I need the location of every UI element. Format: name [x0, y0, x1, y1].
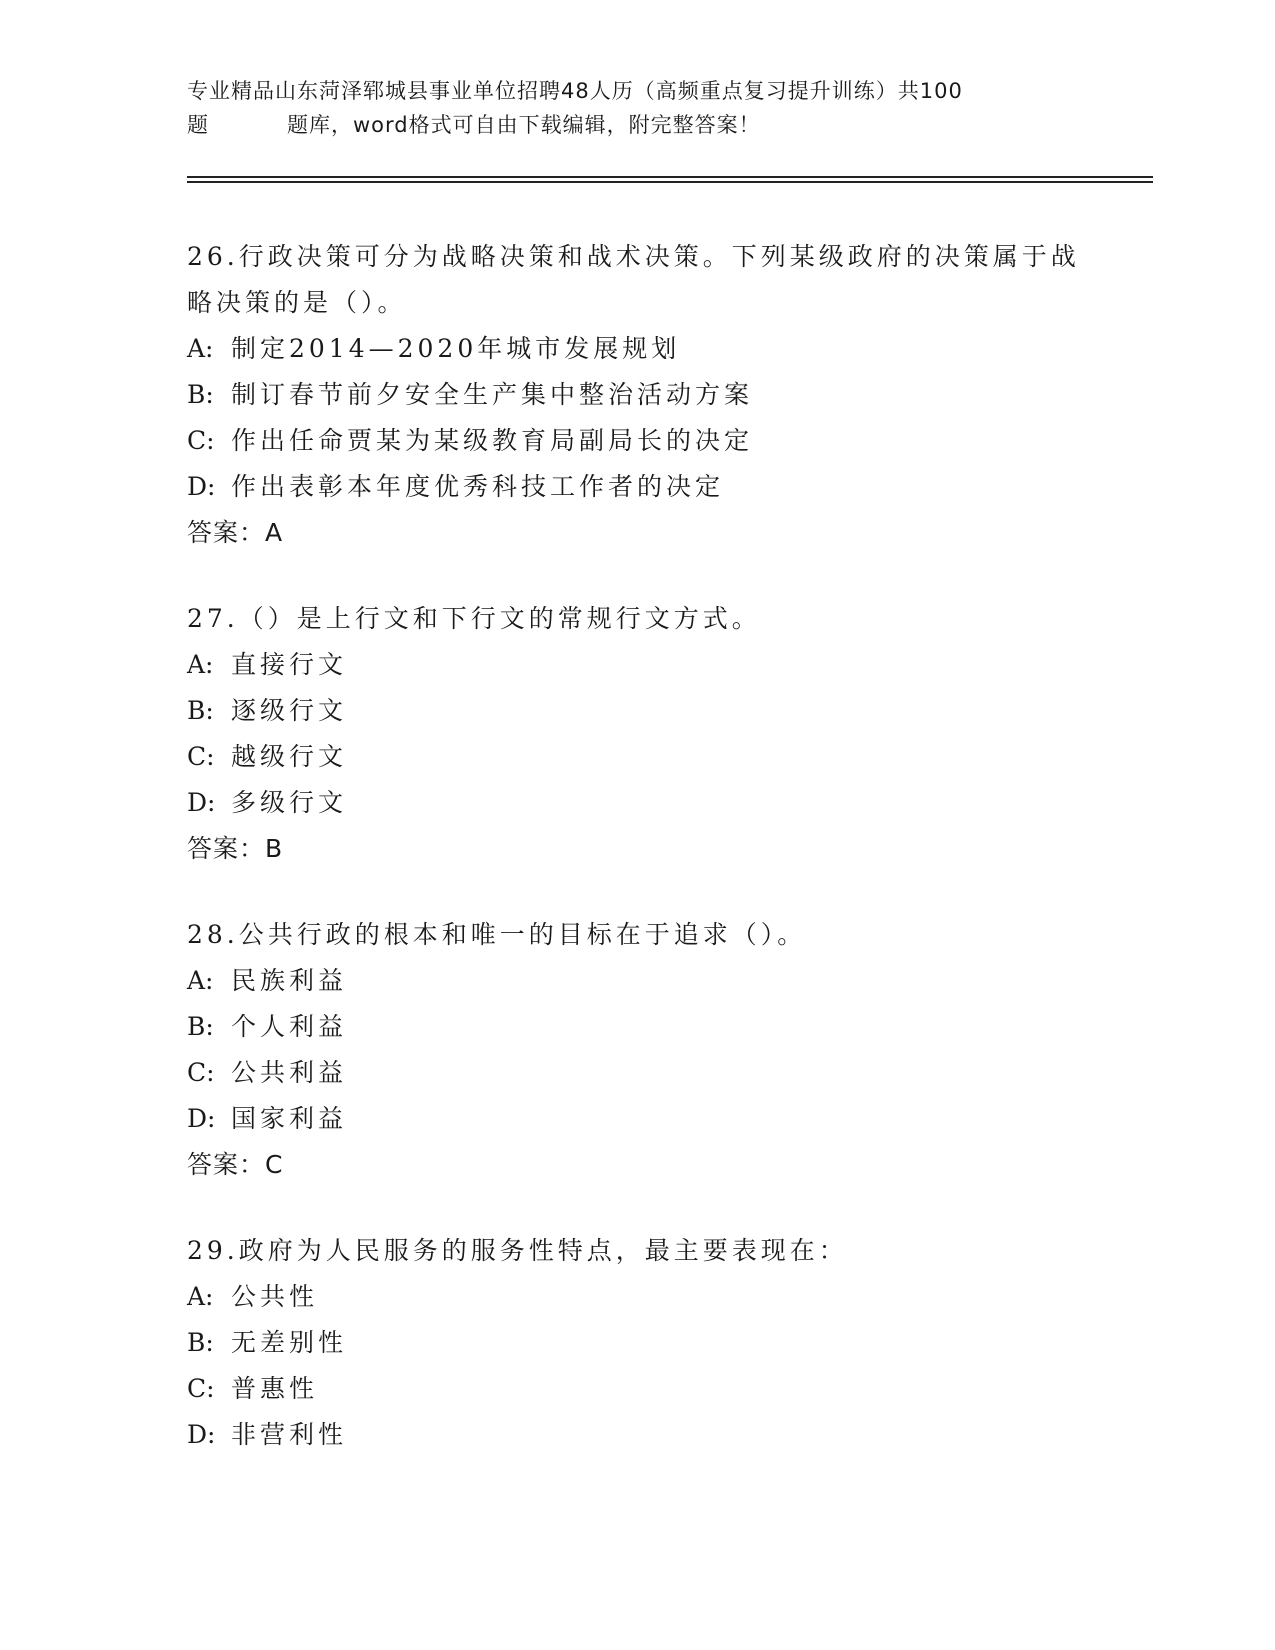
- question-28: [187, 912, 1087, 1188]
- option-c: [187, 734, 1087, 780]
- header-title-line-2: [187, 108, 1087, 142]
- option-letter: D:: [187, 1420, 216, 1449]
- option-text: 制订春节前夕安全生产集中整治活动方案: [231, 380, 754, 409]
- option-letter: D:: [187, 1104, 216, 1133]
- option-b: [187, 1004, 1087, 1050]
- option-b: [187, 688, 1087, 734]
- option-text: 民族利益: [231, 966, 348, 995]
- option-text: 公共性: [231, 1282, 319, 1311]
- header-title-fragment-2: 题库，word格式可自由下载编辑，附完整答案！: [287, 113, 761, 137]
- option-letter: B:: [187, 380, 214, 409]
- option-a: [187, 326, 1087, 372]
- option-letter: A:: [187, 966, 214, 995]
- option-a: [187, 642, 1087, 688]
- option-letter: B:: [187, 696, 214, 725]
- option-text: 越级行文: [231, 742, 348, 771]
- question-stem: 28.公共行政的根本和唯一的目标在于追求（）。: [187, 920, 807, 949]
- header-divider-bottom: [187, 181, 1153, 183]
- option-letter: D:: [187, 788, 216, 817]
- answer-line: 答案：C: [187, 1150, 284, 1179]
- header-divider-top: [187, 176, 1153, 178]
- option-c: [187, 418, 1087, 464]
- option-letter: B:: [187, 1328, 214, 1357]
- option-text: 作出任命贾某为某级教育局副局长的决定: [231, 426, 754, 455]
- option-c: [187, 1366, 1087, 1412]
- option-text: 制定2014—2020年城市发展规划: [231, 334, 681, 363]
- header-title-line-1: 专业精品山东菏泽郓城县事业单位招聘48人历（高频重点复习提升训练）共100: [187, 79, 963, 103]
- header-title-fragment: 题: [187, 113, 209, 137]
- option-letter: C:: [187, 1058, 215, 1087]
- option-text: 逐级行文: [231, 696, 348, 725]
- answer-line: 答案：A: [187, 518, 284, 547]
- option-letter: A:: [187, 334, 214, 363]
- option-text: 国家利益: [231, 1104, 348, 1133]
- option-letter: C:: [187, 742, 215, 771]
- option-d: [187, 780, 1087, 826]
- question-stem: 26.行政决策可分为战略决策和战术决策。下列某级政府的决策属于战略决策的是（）。: [187, 242, 1080, 317]
- question-27: [187, 596, 1087, 872]
- option-text: 直接行文: [231, 650, 348, 679]
- option-text: 无差别性: [231, 1328, 348, 1357]
- option-text: 多级行文: [231, 788, 348, 817]
- option-b: [187, 1320, 1087, 1366]
- question-29: [187, 1228, 1087, 1458]
- option-letter: D:: [187, 472, 216, 501]
- option-text: 公共利益: [231, 1058, 348, 1087]
- option-letter: C:: [187, 426, 215, 455]
- question-26: [187, 234, 1087, 556]
- option-letter: A:: [187, 1282, 214, 1311]
- option-text: 普惠性: [231, 1374, 319, 1403]
- option-a: [187, 958, 1087, 1004]
- option-text: 作出表彰本年度优秀科技工作者的决定: [231, 472, 725, 501]
- option-b: [187, 372, 1087, 418]
- option-a: [187, 1274, 1087, 1320]
- option-d: [187, 1412, 1087, 1458]
- option-letter: C:: [187, 1374, 215, 1403]
- option-text: 个人利益: [231, 1012, 348, 1041]
- option-c: [187, 1050, 1087, 1096]
- option-d: [187, 1096, 1087, 1142]
- option-letter: B:: [187, 1012, 214, 1041]
- option-d: [187, 464, 1087, 510]
- answer-line: 答案：B: [187, 834, 284, 863]
- option-letter: A:: [187, 650, 214, 679]
- question-list: [187, 234, 1087, 1498]
- option-text: 非营利性: [231, 1420, 348, 1449]
- question-stem: 27.（）是上行文和下行文的常规行文方式。: [187, 604, 761, 633]
- document-header: [187, 74, 1087, 142]
- question-stem: 29.政府为人民服务的服务性特点，最主要表现在：: [187, 1236, 848, 1265]
